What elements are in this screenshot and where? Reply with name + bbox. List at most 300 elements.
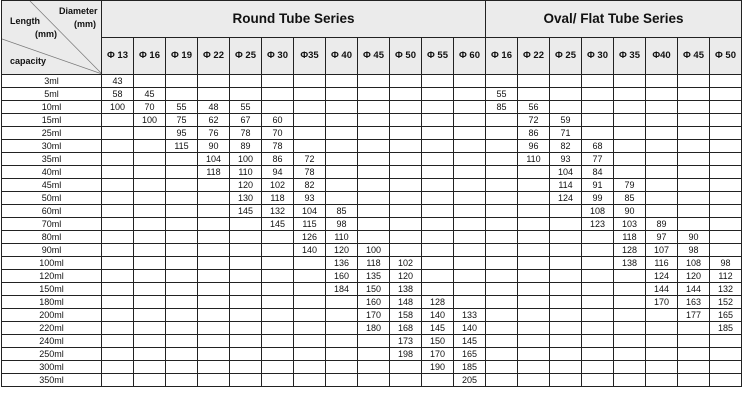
capacity-cell: 25ml: [2, 127, 102, 140]
length-cell: 71: [550, 127, 582, 140]
length-cell: [710, 374, 742, 387]
length-cell: [710, 75, 742, 88]
length-cell: [582, 270, 614, 283]
length-cell: [390, 205, 422, 218]
length-cell: [614, 101, 646, 114]
length-cell: [102, 166, 134, 179]
length-cell: [646, 192, 678, 205]
length-cell: [422, 283, 454, 296]
length-cell: [294, 283, 326, 296]
length-cell: [422, 179, 454, 192]
length-cell: [486, 166, 518, 179]
length-cell: [230, 218, 262, 231]
capacity-cell: 240ml: [2, 335, 102, 348]
length-cell: 145: [454, 335, 486, 348]
length-cell: [614, 283, 646, 296]
length-cell: [102, 153, 134, 166]
length-cell: [678, 140, 710, 153]
length-cell: [454, 270, 486, 283]
length-cell: [102, 244, 134, 257]
length-cell: [646, 205, 678, 218]
length-cell: [326, 127, 358, 140]
length-cell: [294, 75, 326, 88]
length-cell: [358, 231, 390, 244]
length-cell: [166, 322, 198, 335]
length-cell: [326, 101, 358, 114]
length-cell: [422, 244, 454, 257]
length-cell: [614, 153, 646, 166]
length-cell: [454, 153, 486, 166]
length-cell: [454, 140, 486, 153]
length-cell: [486, 127, 518, 140]
length-cell: 96: [518, 140, 550, 153]
length-cell: [166, 244, 198, 257]
length-cell: [102, 114, 134, 127]
length-cell: 138: [614, 257, 646, 270]
length-cell: 89: [230, 140, 262, 153]
length-cell: [518, 75, 550, 88]
length-cell: [326, 296, 358, 309]
length-cell: [422, 166, 454, 179]
length-cell: [710, 244, 742, 257]
length-cell: [614, 114, 646, 127]
length-cell: [134, 192, 166, 205]
diameter-header: Φ35: [294, 38, 326, 75]
length-cell: [710, 114, 742, 127]
length-cell: [614, 296, 646, 309]
length-cell: 126: [294, 231, 326, 244]
length-cell: [358, 140, 390, 153]
length-cell: [454, 218, 486, 231]
length-cell: [294, 127, 326, 140]
diameter-header: Φ 50: [390, 38, 422, 75]
length-cell: 132: [710, 283, 742, 296]
capacity-cell: 15ml: [2, 114, 102, 127]
length-cell: [230, 348, 262, 361]
capacity-cell: 60ml: [2, 205, 102, 218]
length-cell: [646, 335, 678, 348]
length-cell: [678, 348, 710, 361]
length-cell: [646, 127, 678, 140]
length-cell: [166, 283, 198, 296]
length-cell: [198, 283, 230, 296]
length-cell: [486, 283, 518, 296]
length-cell: 144: [646, 283, 678, 296]
table-row: [2, 335, 742, 348]
length-cell: [326, 361, 358, 374]
length-cell: 168: [390, 322, 422, 335]
length-cell: [710, 192, 742, 205]
length-cell: [582, 114, 614, 127]
length-cell: 78: [294, 166, 326, 179]
length-cell: [678, 322, 710, 335]
length-cell: [582, 296, 614, 309]
capacity-cell: 35ml: [2, 153, 102, 166]
capacity-cell: 120ml: [2, 270, 102, 283]
length-cell: [294, 88, 326, 101]
round-tube-series-header: Round Tube Series: [102, 1, 486, 38]
length-cell: 165: [454, 348, 486, 361]
length-cell: [550, 244, 582, 257]
length-cell: [198, 296, 230, 309]
capacity-cell: 3ml: [2, 75, 102, 88]
length-cell: [454, 88, 486, 101]
length-cell: 110: [326, 231, 358, 244]
length-cell: 58: [102, 88, 134, 101]
length-cell: [326, 348, 358, 361]
diameter-header: Φ 35: [614, 38, 646, 75]
length-cell: [678, 192, 710, 205]
length-cell: [550, 309, 582, 322]
length-cell: [294, 322, 326, 335]
length-cell: [358, 361, 390, 374]
length-cell: 145: [230, 205, 262, 218]
length-cell: [422, 205, 454, 218]
length-cell: 120: [326, 244, 358, 257]
capacity-cell: 50ml: [2, 192, 102, 205]
length-cell: [230, 231, 262, 244]
length-cell: [390, 231, 422, 244]
length-cell: [454, 244, 486, 257]
length-cell: [294, 335, 326, 348]
length-cell: [454, 296, 486, 309]
length-cell: [518, 218, 550, 231]
length-cell: 128: [614, 244, 646, 257]
length-cell: [582, 348, 614, 361]
length-cell: 177: [678, 309, 710, 322]
length-cell: 115: [166, 140, 198, 153]
length-cell: [518, 322, 550, 335]
length-cell: 86: [518, 127, 550, 140]
length-cell: 98: [326, 218, 358, 231]
length-cell: 140: [294, 244, 326, 257]
length-cell: 104: [550, 166, 582, 179]
length-cell: 45: [134, 88, 166, 101]
length-cell: [486, 218, 518, 231]
table-row: [2, 322, 742, 335]
length-cell: [550, 218, 582, 231]
length-cell: [582, 283, 614, 296]
diameter-header: Φ 55: [422, 38, 454, 75]
table-row: [2, 374, 742, 387]
length-cell: [550, 101, 582, 114]
length-cell: [582, 322, 614, 335]
length-cell: [102, 374, 134, 387]
length-cell: 130: [230, 192, 262, 205]
table-row: [2, 192, 742, 205]
length-cell: [550, 257, 582, 270]
capacity-cell: 350ml: [2, 374, 102, 387]
length-cell: [454, 75, 486, 88]
length-cell: [230, 374, 262, 387]
table-row: [2, 296, 742, 309]
length-cell: [262, 322, 294, 335]
length-cell: [646, 166, 678, 179]
diameter-header: Φ 45: [358, 38, 390, 75]
length-cell: [710, 179, 742, 192]
length-cell: [710, 335, 742, 348]
length-cell: [102, 335, 134, 348]
length-cell: [166, 75, 198, 88]
diameter-header: Φ 25: [230, 38, 262, 75]
length-cell: [358, 127, 390, 140]
length-cell: [518, 88, 550, 101]
length-cell: [422, 231, 454, 244]
length-cell: 108: [678, 257, 710, 270]
length-cell: [166, 348, 198, 361]
length-cell: [294, 374, 326, 387]
table-row: [2, 205, 742, 218]
length-cell: [166, 270, 198, 283]
length-cell: [134, 140, 166, 153]
length-label: Length: [10, 16, 40, 26]
length-cell: [518, 192, 550, 205]
length-cell: [390, 192, 422, 205]
length-cell: 55: [166, 101, 198, 114]
length-cell: 163: [678, 296, 710, 309]
length-cell: [518, 296, 550, 309]
length-cell: [550, 205, 582, 218]
length-cell: [294, 296, 326, 309]
length-cell: 97: [646, 231, 678, 244]
length-cell: [486, 257, 518, 270]
length-cell: [710, 101, 742, 114]
diameter-header: Φ 50: [710, 38, 742, 75]
length-cell: [678, 374, 710, 387]
length-cell: [550, 348, 582, 361]
length-cell: 85: [486, 101, 518, 114]
length-cell: [422, 153, 454, 166]
length-cell: [646, 101, 678, 114]
length-cell: 68: [582, 140, 614, 153]
length-cell: [614, 322, 646, 335]
length-cell: [294, 140, 326, 153]
length-cell: [390, 244, 422, 257]
length-cell: 90: [614, 205, 646, 218]
length-cell: [134, 374, 166, 387]
length-cell: [166, 192, 198, 205]
length-cell: [358, 348, 390, 361]
length-cell: [166, 309, 198, 322]
length-cell: [486, 179, 518, 192]
diameter-header: Φ 22: [198, 38, 230, 75]
length-cell: [198, 218, 230, 231]
length-cell: [518, 257, 550, 270]
length-cell: [166, 296, 198, 309]
length-cell: 128: [422, 296, 454, 309]
length-cell: 118: [614, 231, 646, 244]
length-cell: [102, 283, 134, 296]
length-cell: 100: [358, 244, 390, 257]
length-cell: 145: [422, 322, 454, 335]
length-cell: 79: [614, 179, 646, 192]
table-row: [2, 309, 742, 322]
length-cell: [518, 179, 550, 192]
length-cell: 78: [262, 140, 294, 153]
tube-capacity-table: [1, 0, 742, 387]
length-cell: [294, 270, 326, 283]
length-cell: [582, 335, 614, 348]
length-cell: [198, 205, 230, 218]
capacity-cell: 70ml: [2, 218, 102, 231]
length-cell: 98: [678, 244, 710, 257]
length-cell: [102, 257, 134, 270]
length-cell: [646, 153, 678, 166]
table-row: [2, 101, 742, 114]
length-cell: [166, 374, 198, 387]
table-row: [2, 75, 742, 88]
length-cell: 185: [710, 322, 742, 335]
length-cell: [262, 231, 294, 244]
length-cell: [550, 374, 582, 387]
length-cell: 170: [646, 296, 678, 309]
length-cell: [166, 257, 198, 270]
length-cell: [134, 166, 166, 179]
length-cell: [646, 140, 678, 153]
length-cell: [358, 101, 390, 114]
table-row: [2, 348, 742, 361]
length-cell: [614, 140, 646, 153]
length-cell: [230, 244, 262, 257]
length-cell: 170: [358, 309, 390, 322]
length-cell: [198, 335, 230, 348]
length-cell: 99: [582, 192, 614, 205]
length-cell: [198, 75, 230, 88]
length-cell: [422, 192, 454, 205]
length-cell: [582, 88, 614, 101]
length-cell: [102, 127, 134, 140]
length-cell: 55: [230, 101, 262, 114]
length-cell: [614, 166, 646, 179]
length-cell: [486, 348, 518, 361]
table-row: [2, 88, 742, 101]
length-cell: [614, 335, 646, 348]
length-cell: 112: [710, 270, 742, 283]
length-cell: [166, 205, 198, 218]
length-cell: [262, 257, 294, 270]
length-cell: [134, 270, 166, 283]
length-cell: 150: [422, 335, 454, 348]
length-cell: [486, 309, 518, 322]
length-cell: 75: [166, 114, 198, 127]
capacity-cell: 40ml: [2, 166, 102, 179]
length-cell: [486, 270, 518, 283]
length-cell: [614, 88, 646, 101]
length-cell: [102, 205, 134, 218]
length-cell: [678, 101, 710, 114]
length-cell: [646, 114, 678, 127]
length-cell: [390, 374, 422, 387]
length-cell: 115: [294, 218, 326, 231]
length-cell: [134, 75, 166, 88]
length-cell: [166, 335, 198, 348]
length-cell: [134, 283, 166, 296]
length-cell: [230, 361, 262, 374]
length-cell: [358, 335, 390, 348]
length-cell: [198, 257, 230, 270]
length-cell: [518, 309, 550, 322]
length-cell: [198, 361, 230, 374]
length-cell: [326, 309, 358, 322]
length-cell: [486, 335, 518, 348]
length-cell: [550, 75, 582, 88]
length-cell: 110: [230, 166, 262, 179]
length-cell: [102, 348, 134, 361]
length-cell: [422, 127, 454, 140]
length-cell: [294, 101, 326, 114]
length-cell: 62: [198, 114, 230, 127]
length-cell: 104: [294, 205, 326, 218]
length-cell: [518, 335, 550, 348]
table-row: [2, 179, 742, 192]
length-cell: [358, 218, 390, 231]
table-row: [2, 218, 742, 231]
length-cell: [294, 361, 326, 374]
length-cell: 70: [262, 127, 294, 140]
capacity-cell: 80ml: [2, 231, 102, 244]
length-cell: [102, 218, 134, 231]
length-cell: [230, 257, 262, 270]
length-cell: [454, 257, 486, 270]
diameter-header: Φ 40: [326, 38, 358, 75]
length-cell: 184: [326, 283, 358, 296]
length-cell: 103: [614, 218, 646, 231]
length-cell: 180: [358, 322, 390, 335]
length-cell: [326, 88, 358, 101]
length-cell: [198, 88, 230, 101]
length-cell: [134, 257, 166, 270]
length-cell: 107: [646, 244, 678, 257]
table-row: [2, 114, 742, 127]
length-cell: [422, 374, 454, 387]
length-cell: [102, 322, 134, 335]
length-cell: [390, 75, 422, 88]
length-cell: [710, 166, 742, 179]
length-cell: 114: [550, 179, 582, 192]
length-cell: [230, 283, 262, 296]
length-cell: [230, 75, 262, 88]
length-cell: [390, 114, 422, 127]
length-cell: [134, 361, 166, 374]
length-cell: [486, 322, 518, 335]
length-cell: [646, 374, 678, 387]
length-cell: [262, 348, 294, 361]
length-cell: 100: [102, 101, 134, 114]
length-cell: [390, 88, 422, 101]
length-cell: [358, 75, 390, 88]
length-cell: [486, 296, 518, 309]
length-cell: [198, 374, 230, 387]
length-cell: 102: [262, 179, 294, 192]
length-cell: [134, 296, 166, 309]
length-cell: 59: [550, 114, 582, 127]
length-cell: [486, 192, 518, 205]
length-cell: [262, 361, 294, 374]
length-cell: 98: [710, 257, 742, 270]
length-cell: 84: [582, 166, 614, 179]
length-cell: 150: [358, 283, 390, 296]
length-cell: [582, 127, 614, 140]
length-cell: [198, 179, 230, 192]
length-cell: [326, 374, 358, 387]
length-cell: 118: [358, 257, 390, 270]
length-cell: [358, 374, 390, 387]
length-cell: [710, 127, 742, 140]
length-cell: 86: [262, 153, 294, 166]
length-cell: [518, 205, 550, 218]
length-cell: 205: [454, 374, 486, 387]
length-cell: [262, 309, 294, 322]
